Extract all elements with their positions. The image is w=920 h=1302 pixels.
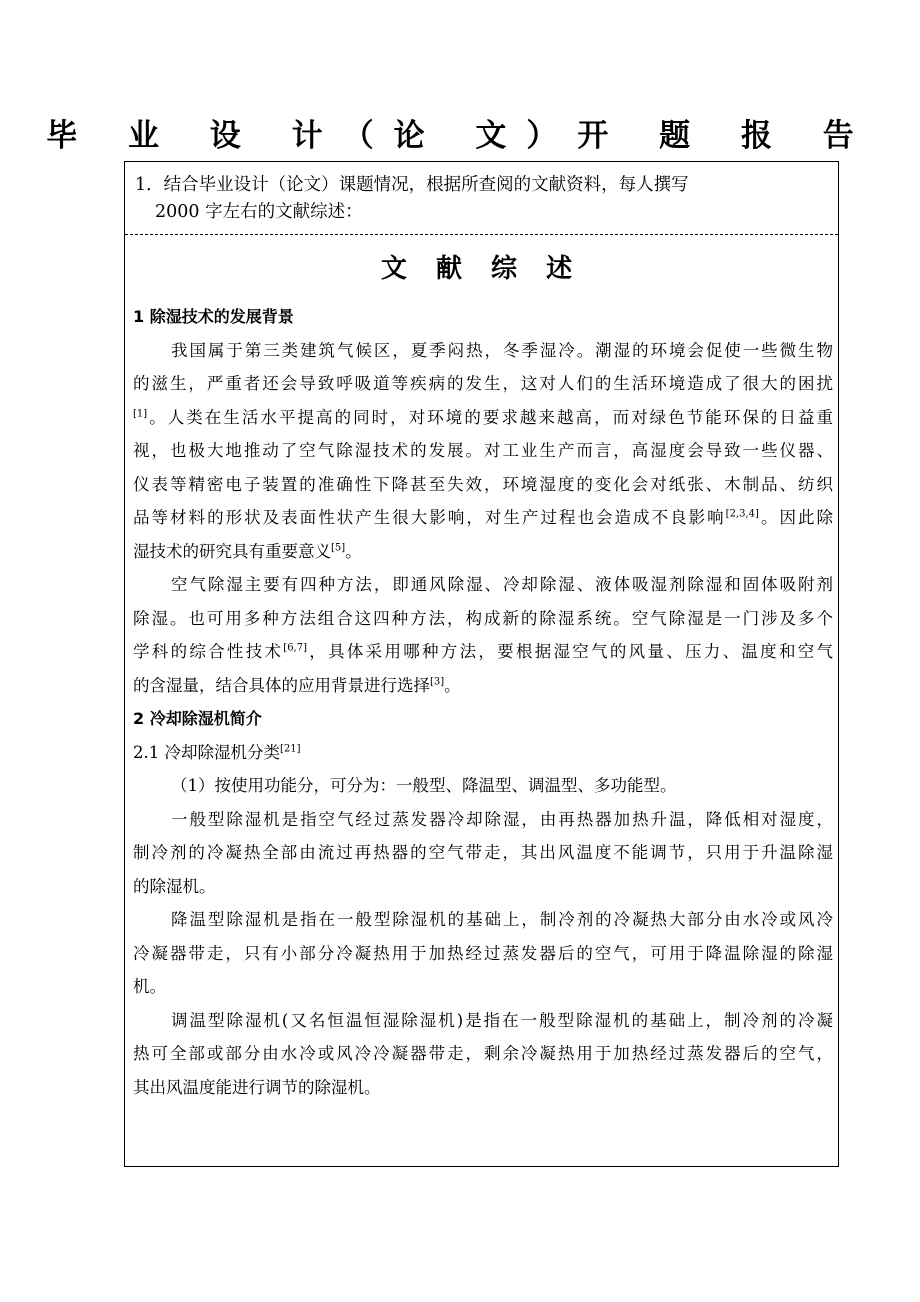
dashed-divider — [125, 234, 838, 235]
review-body — [133, 300, 833, 1104]
p4-line-3: 的除湿机。 — [133, 876, 216, 896]
prompt-line-1: 1．结合毕业设计（论文）课题情况，根据所查阅的文献资料，每人撰写 — [135, 175, 689, 195]
p2-line-2: 除湿。也可用多种方法组合这四种方法，构成新的除湿系统。空气除湿是一门涉及多个 — [133, 608, 833, 628]
p1-line-2: 的滋生，严重者还会导致呼吸道等疾病的发生，这对人们的生活环境造成了很大的困扰 — [133, 374, 833, 393]
p2-line-3-text: 学科的综合性技术 — [133, 642, 284, 661]
p1-line-3 — [133, 401, 833, 435]
citation-ref: [6,7] — [283, 642, 308, 654]
p5-line-2: 冷凝器带走，只有小部分冷凝热用于加热经过蒸发器后的空气，可用于降温除湿的除湿 — [133, 943, 833, 963]
p1-line-4: 视，也极大地推动了空气除湿技术的发展。对工业生产而言，高湿度会导致一些仪器、 — [133, 441, 833, 460]
citation-ref: [3] — [430, 676, 445, 687]
p6-line-3: 其出风温度能进行调节的除湿机。 — [133, 1077, 381, 1097]
report-table — [124, 161, 839, 1167]
p4-line-2: 制冷剂的冷凝热全部由流过再热器的空气带走，其出风温度不能调节，只用于升温除湿 — [133, 843, 833, 862]
p1-line-6 — [133, 501, 833, 535]
heading-2-1-text: 2.1 冷却除湿机分类 — [133, 742, 280, 762]
p2-line-1: 空气除湿主要有四种方法，即通风除湿、冷却除湿、液体吸湿剂除湿和固体吸附剂 — [171, 575, 833, 594]
p6-line-2: 热可全部或部分由水冷或风冷冷凝器带走，剩余冷凝热用于加热经过蒸发器后的空气， — [133, 1044, 833, 1063]
p1-line-6-text: 品等材料的形状及表面性状产生很大影响，对生产过程也会造成不良影响 — [133, 508, 726, 527]
p5-line-1: 降温型除湿机是指在一般型除湿机的基础上，制冷剂的冷凝热大部分由水冷或风冷 — [171, 910, 833, 929]
citation-ref: [21] — [280, 743, 301, 754]
prompt-line-2: 2000 字左右的文献综述： — [155, 202, 363, 222]
p3-line-1: （1）按使用功能分，可分为：一般型、降温型、调温型、多功能型。 — [171, 776, 677, 795]
p1-line-1: 我国属于第三类建筑气候区，夏季闷热，冬季湿冷。潮湿的环境会促使一些微生物 — [171, 340, 833, 360]
citation-ref: [5] — [331, 542, 346, 553]
page-title: 毕 业 设 计（论 文）开 题 报 告 — [46, 118, 874, 154]
p2-line-4 — [133, 669, 833, 703]
p6-line-1: 调温型除湿机(又名恒温恒湿除湿机)是指在一般型除湿机的基础上，制冷剂的冷凝 — [171, 1010, 833, 1030]
p2-line-3-tail: ，具体采用哪种方法，要根据湿空气的风量、压力、温度和空气 — [307, 642, 833, 661]
p1-line-7-tail: 。 — [345, 541, 362, 561]
p1-line-7 — [133, 535, 833, 569]
p1-line-7-text: 湿技术的研究具有重要意义 — [133, 541, 331, 561]
citation-ref: [1] — [133, 408, 148, 419]
heading-2-1 — [133, 736, 833, 770]
prompt-text — [135, 172, 825, 226]
heading-2: 2 冷却除湿机简介 — [133, 709, 262, 728]
p2-line-4-tail: 。 — [444, 675, 461, 695]
p4-line-1: 一般型除湿机是指空气经过蒸发器冷却除湿，由再热器加热升温，降低相对湿度， — [171, 809, 833, 829]
p1-line-3-text: 。人类在生活水平提高的同时，对环境的要求越来越高，而对绿色节能环保的日益重 — [147, 407, 833, 427]
p1-line-6-tail: 。因此除 — [758, 508, 833, 527]
p1-line-5: 仪表等精密电子装置的准确性下降甚至失效，环境湿度的变化会对纸张、木制品、纺织 — [133, 474, 833, 494]
p2-line-4-text: 的含湿量，结合具体的应用背景进行选择 — [133, 675, 430, 695]
heading-1: 1 除湿技术的发展背景 — [133, 307, 294, 326]
p5-line-3: 机。 — [133, 977, 166, 996]
citation-ref: [2,3,4] — [725, 508, 759, 520]
section-title: 文 献 综 述 — [380, 254, 583, 284]
p2-line-3 — [133, 635, 833, 669]
